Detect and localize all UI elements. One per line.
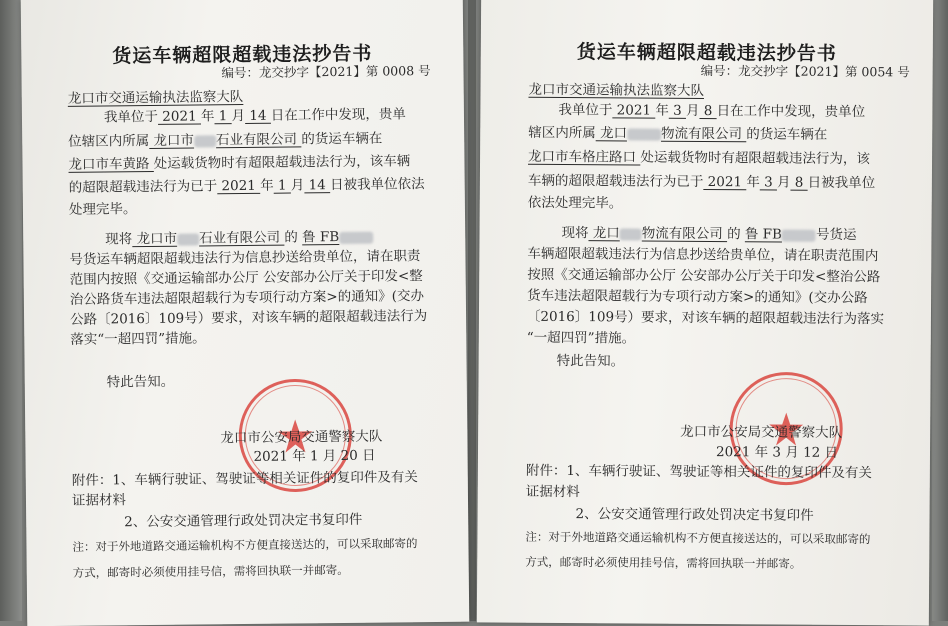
body-line: 号货运车辆超限超载违法行为信息抄送给贵单位，请在职责 — [69, 248, 421, 268]
attachment-line: 2、公安交通管理行政处罚决定书复印件 — [575, 506, 814, 524]
signer: 龙口市公安局交通警察大队 — [220, 428, 383, 447]
attachment-line: 附件：1、车辆行驶证、驾驶证等相关证件的复印件及有关 — [71, 469, 418, 489]
body-line: 我单位于 2021 年 1 月 14 日在工作中发现，贵单 — [103, 106, 406, 126]
body-line: 龙口市车格庄路口 处运载货物时有超限超载违法行为，该 — [528, 148, 870, 168]
sign-date: 2021 年 1 月 20 日 — [253, 447, 376, 465]
recipient: 龙口市交通运输执法监察大队 — [528, 81, 705, 99]
body-line: 范围内按照《交通运输部办公厅 公安部办公厅关于印发<整 — [69, 268, 423, 288]
body-line: 位辖区内所属 龙口市 石业有限公司 的货运车辆在 — [68, 130, 383, 150]
redaction — [177, 233, 199, 245]
body-line: 落实“一超四罚”措施。 — [70, 330, 206, 348]
redaction — [627, 128, 661, 140]
body-line: 〔2016〕109号）要求，对该车辆的超限超载违法行为落实 — [526, 308, 885, 328]
body-line: 车辆的超限超载违法行为已于 2021 年 3 月 8 日被我单位 — [527, 172, 876, 192]
background-left — [0, 0, 22, 621]
note-line: 注：对于外地道路交通运输机构不方便直接送达的，可以采取邮寄的 — [525, 529, 871, 547]
closing: 特此告知。 — [106, 373, 175, 391]
body-line: 的超限超载违法行为已于 2021 年 1 月 14 日被我单位依法 — [68, 176, 425, 196]
body-line: “一超四罚”措施。 — [526, 329, 636, 347]
body-line: 处理完毕。 — [68, 201, 137, 218]
attachment-line: 证据材料 — [525, 483, 580, 501]
closing: 特此告知。 — [556, 352, 625, 370]
doc-number: 编号：龙交抄字【2021】第 0008 号 — [221, 63, 431, 81]
body-line: 现将 龙口市 石业有限公司 的 鲁 FB — [105, 228, 373, 249]
note-line: 方式，邮寄时必须使用挂号信，需将回执联一并邮寄。 — [525, 554, 802, 571]
body-line: 我单位于 2021 年 3 月 8 日在工作中发现，贵单位 — [558, 101, 866, 121]
note-line: 方式，邮寄时必须使用挂号信，需将回执联一并邮寄。 — [72, 562, 349, 580]
body-line: 公路〔2016〕109号）要求，对该车辆的超限超载违法行为 — [70, 308, 428, 328]
body-line: 龙口市车黄路 处运载货物时有超限超载违法行为，该车辆 — [68, 153, 411, 173]
attachment-line: 附件：1、车辆行驶证、驾驶证等相关证件的复印件及有关 — [525, 462, 873, 482]
doc-number: 编号：龙交抄字【2021】第 0054 号 — [700, 62, 910, 80]
body-line: 现将 龙口 物流有限公司 的 鲁 FB 号货运 — [561, 224, 857, 244]
body-line: 货车违法超限超载行为专项行动方案>的通知》(交办公路 — [527, 287, 868, 307]
redaction — [620, 228, 642, 240]
attachment-line: 2、公安交通管理行政处罚决定书复印件 — [124, 511, 363, 531]
note-line: 注：对于外地道路交通运输机构不方便直接送达的，可以采取邮寄的 — [72, 536, 418, 554]
attachment-line: 证据材料 — [71, 492, 127, 509]
background-right — [932, 0, 948, 621]
body-line: 辖区内所属 龙口 物流有限公司 的货运车辆在 — [528, 124, 828, 143]
notice-title: 货运车辆超限超载违法抄告书 — [576, 41, 837, 65]
body-line: 依法处理完毕。 — [527, 194, 623, 212]
body-line: 按照《交通运输部办公厅 公安部办公厅关于印发<整治公路 — [527, 266, 881, 286]
sign-date: 2021 年 3 月 12 日 — [715, 444, 839, 461]
body-line: 车辆超限超载违法行为信息抄送给贵单位，请在职责范围内 — [527, 245, 879, 265]
notice-title: 货运车辆超限超载违法抄告书 — [112, 42, 373, 68]
notice-left — [21, 0, 470, 626]
signer: 龙口市公安局交通警察大队 — [680, 423, 843, 441]
redaction — [194, 135, 216, 147]
redaction — [339, 231, 373, 243]
body-line: 治公路货车违法超限超载行为专项行动方案>的通知》(交办 — [69, 288, 425, 308]
recipient: 龙口市交通运输执法监察大队 — [67, 89, 244, 107]
redaction — [782, 229, 816, 241]
notice-right — [477, 0, 933, 626]
background-gap — [468, 0, 476, 621]
